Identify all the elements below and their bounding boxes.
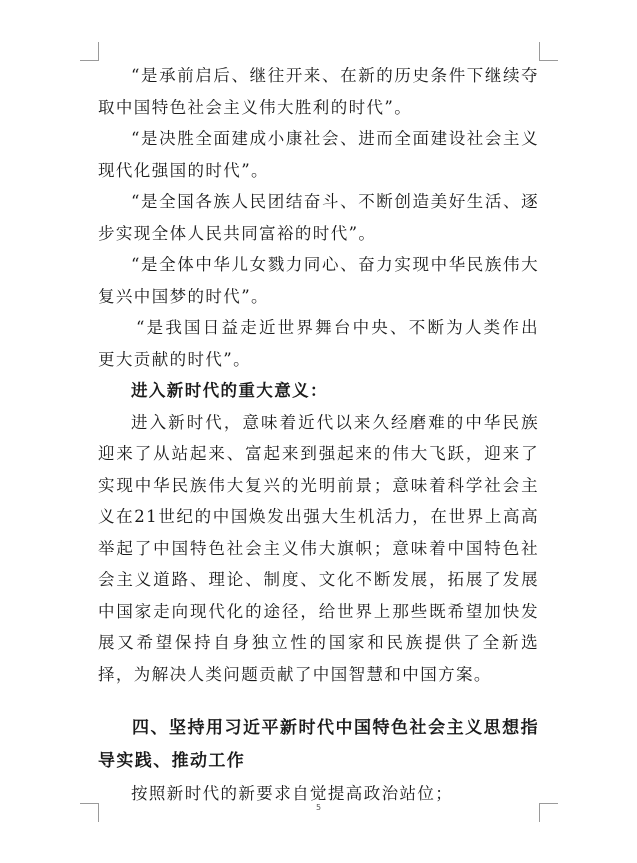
paragraph-significance: 进入新时代，意味着近代以来久经磨难的中华民族迎来了从站起来、富起来到强起来的伟大飞跃，迎来了实现中华民族伟大复兴的光明前景；意味着科学社会主义在21世纪的中国焕发出强大生机活力，在世界上高高举起了中国特色社会主义伟大旗帜；意味着中国特色社会主义道路、理论、制度、文化不断发展，拓展了发展中国家走向现代化的途径，给世界上那些既希望加快发展又希望保持自身独立性的国家和民族提供了全新选择，为解决人类问题贡献了中国智慧和中国方案。 [98,412,539,684]
paragraph-era-2: “是决胜全面建成小康社会、进而全面建设社会主义现代化强国的时代”。 [98,129,539,180]
subheading-significance: 进入新时代的重大意义： [131,381,328,400]
page-number: 5 [315,803,322,812]
paragraph-last: 按照新时代的新要求自觉提高政治站位； [131,784,454,803]
section-heading: 四、坚持用习近平新时代中国特色社会主义思想指导实践、推动工作 [98,718,539,771]
paragraph-era-1: “是承前启后、继往开来、在新的历史条件下继续夺取中国特色社会主义伟大胜利的时代”。 [98,66,539,117]
paragraph-era-4: “是全体中华儿女戮力同心、奋力实现中华民族伟大复兴中国梦的时代”。 [98,255,539,306]
crop-mark-top-right [539,42,558,61]
paragraph-era-5: “是我国日益走近世界舞台中央、不断为人类作出更大贡献的时代”。 [98,318,539,369]
paragraph-era-3: “是全国各族人民团结奋斗、不断创造美好生活、逐步实现全体人民共同富裕的时代”。 [98,192,539,243]
document-body [98,60,539,810]
crop-mark-top-left [80,42,99,61]
